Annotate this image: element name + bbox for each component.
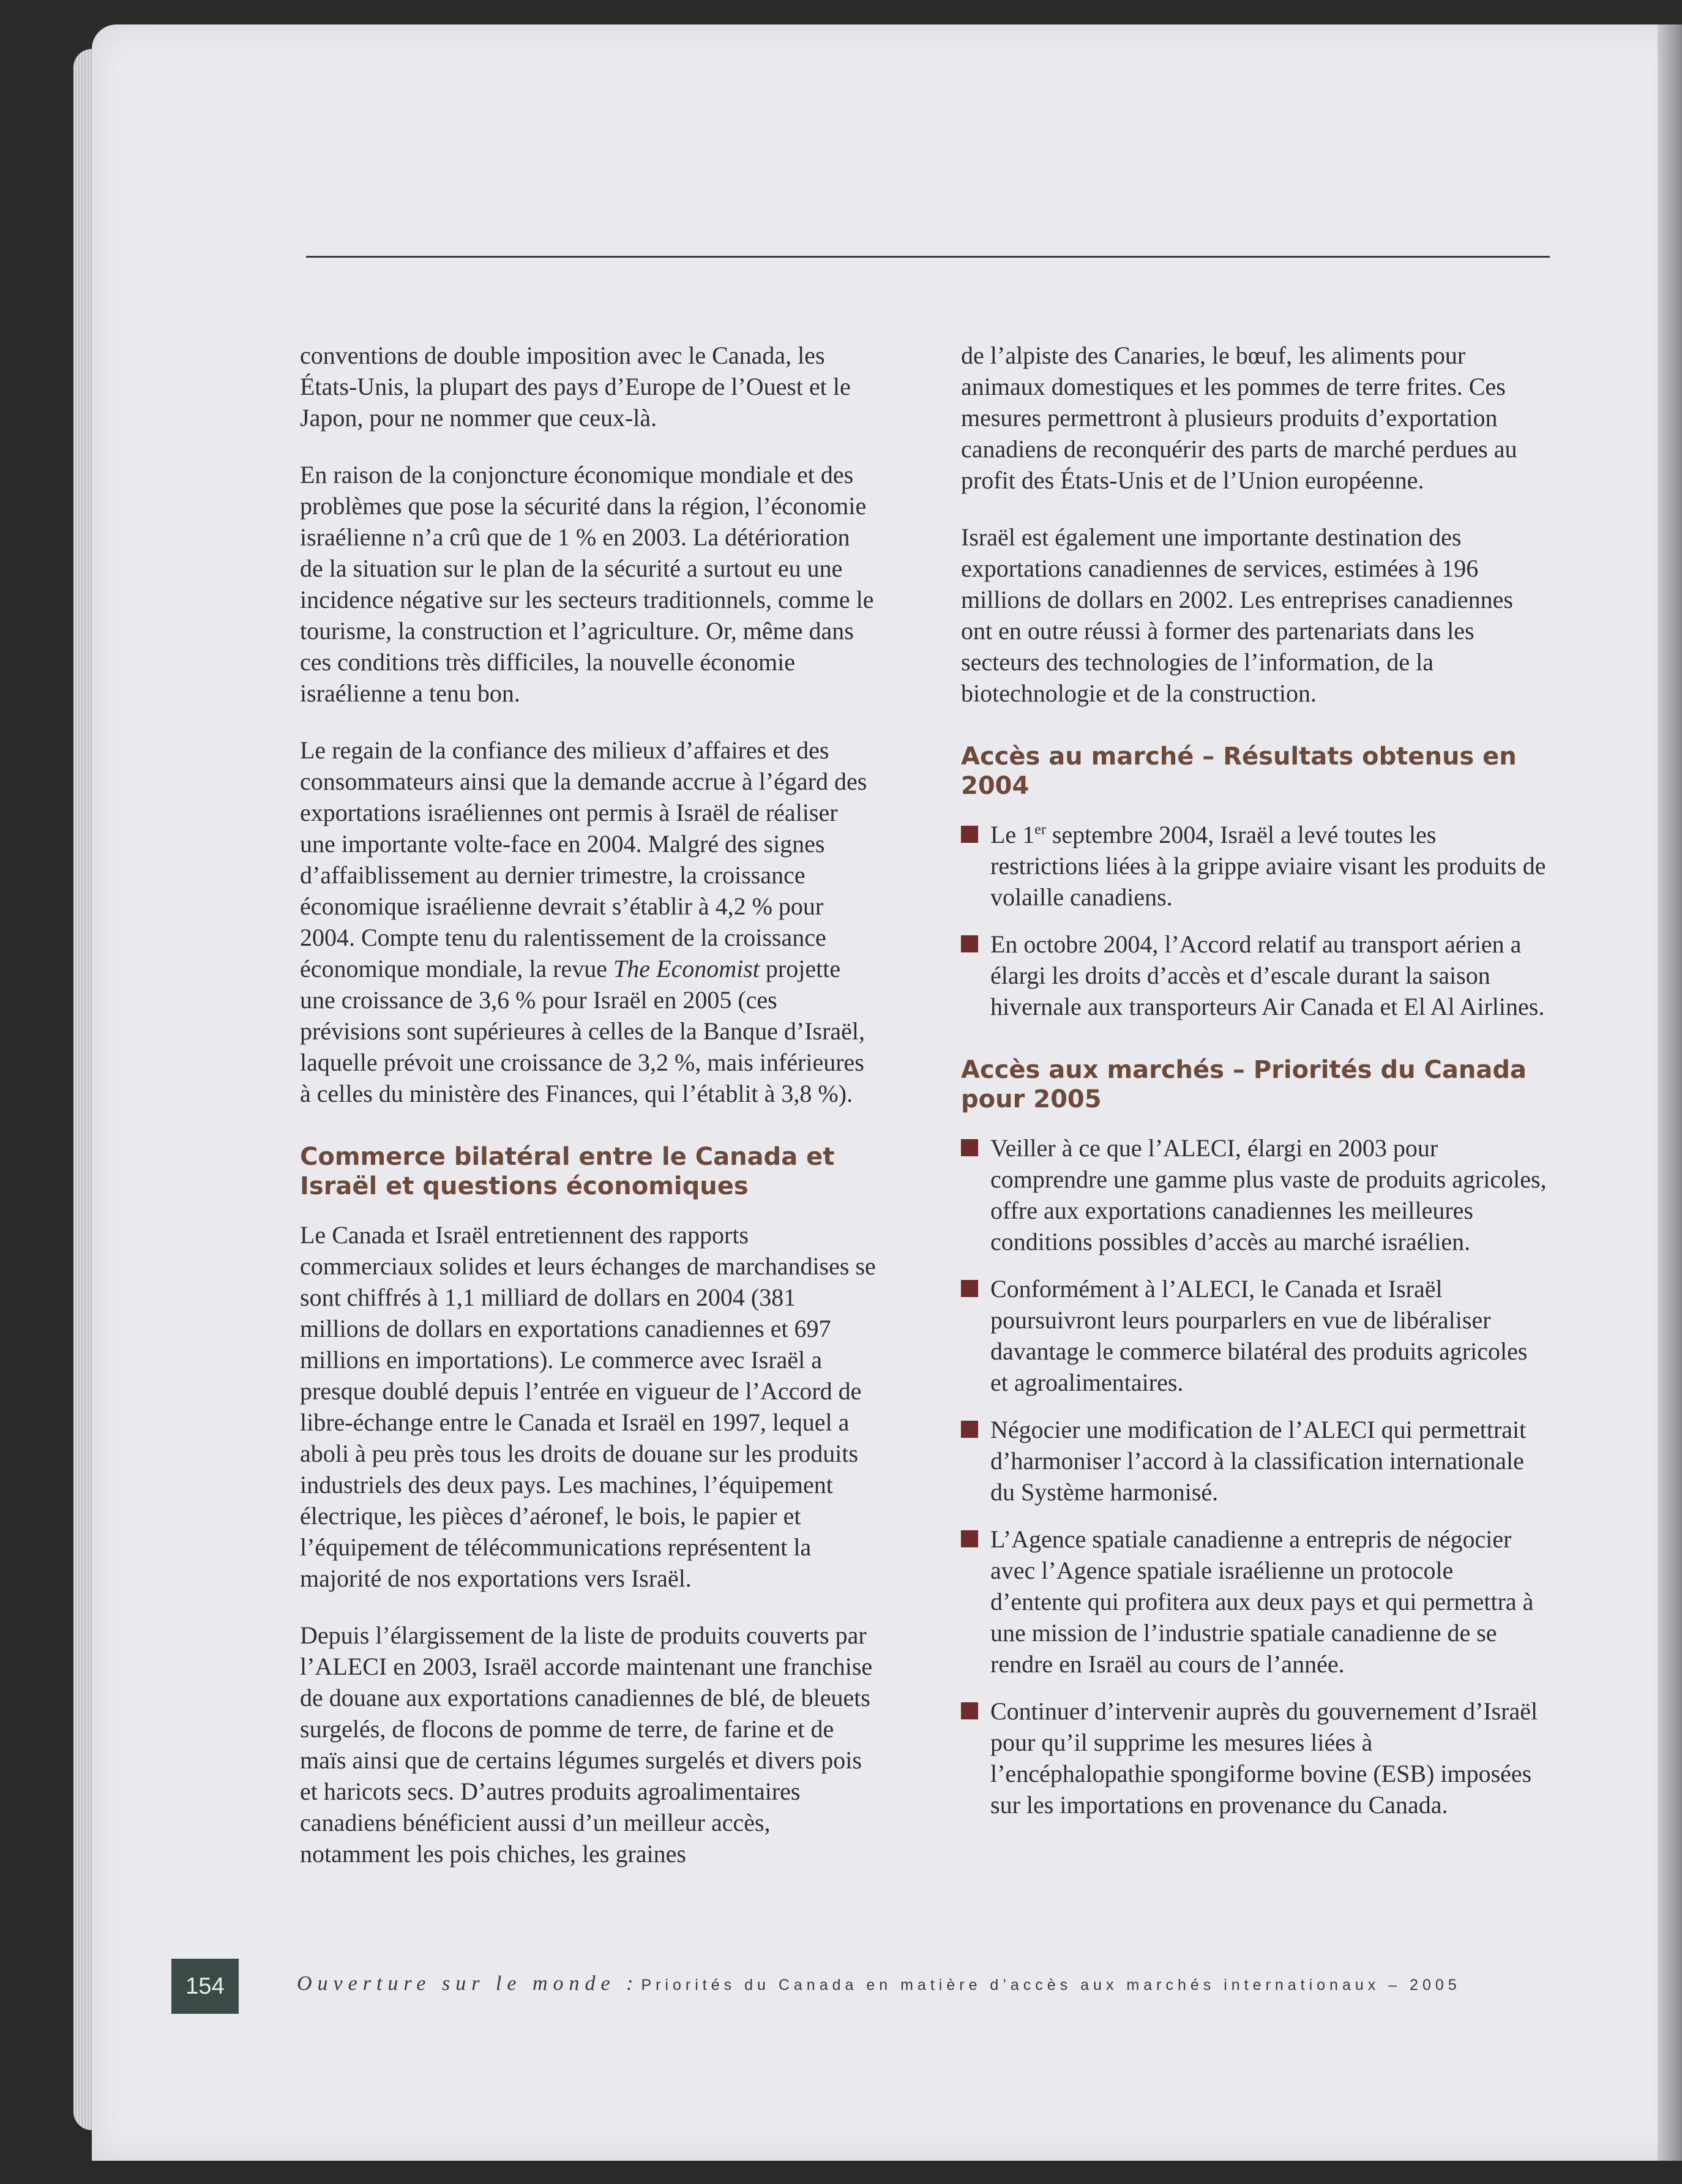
footer-running-title	[297, 1972, 1461, 1995]
list-item-text: Négocier une modification de l’ALECI qui permettrait d’harmoniser l’accord à la classification internationale du Système harmonisé.	[990, 1416, 1527, 1506]
section-heading-results-2004: Accès au marché – Résultats obtenus en 2004	[961, 742, 1517, 800]
paragraph: Le Canada et Israël entretiennent des rapports commerciaux solides et leurs échanges de marchandises se sont chiffrés à 1,1 milliard de dollars en 2004 (381 millions de dollars en exportations canadiennes et 697 millions en importations). Le commerce avec Israël a presque doublé depuis l’entrée en vigueur de l’Accord de libre-échange entre le Canada et Israël en 1997, lequel a aboli à peu près tous les droits de douane sur les produits industriels des deux pays. Les machines, l’équipement électrique, les pièces d’aéronef, le bois, le papier et l’équipement de télécommunications représentent la majorité de nos exportations vers Israël.	[300, 1221, 876, 1592]
left-column	[300, 340, 879, 1895]
page-footer	[171, 1959, 1640, 2014]
paragraph: conventions de double imposition avec le Canada, les États-Unis, la plupart des pays d’Europe de l’Ouest et le Japon, pour ne nommer que ceux-là.	[300, 342, 851, 432]
list-item-text: Continuer d’intervenir auprès du gouvernement d’Israël pour qu’il supprime les mesures liées à l’encéphalopathie spongiforme bovine (ESB) imposées sur les importations en provenance du Canada.	[990, 1697, 1538, 1819]
list-item-text-part: Le 1	[990, 821, 1035, 848]
list-item-text: En octobre 2004, l’Accord relatif au transport aérien a élargi les droits d’accès et d’escale durant la saison hivernale aux transporteurs Air Canada et El Al Airlines.	[990, 930, 1545, 1020]
list-item	[961, 1273, 1549, 1398]
square-bullet-icon	[961, 1139, 978, 1156]
paragraph: de l’alpiste des Canaries, le bœuf, les aliments pour animaux domestiques et les pommes de terre frites. Ces mesures permettront à plusieurs produits d’exportation canadiens de reconquérir des parts de marché perdues au profit des États-Unis et de l’Union européenne.	[961, 342, 1517, 494]
list-item-text	[990, 819, 1549, 913]
square-bullet-icon	[961, 1280, 978, 1297]
list-item-text: Conformément à l’ALECI, le Canada et Israël poursuivront leurs pourparlers en vue de libéraliser davantage le commerce bilatéral des produits agricoles et agroalimentaires.	[990, 1275, 1528, 1396]
list-item	[961, 1524, 1549, 1680]
priorities-list	[961, 1132, 1549, 1820]
list-item	[961, 1696, 1549, 1820]
publication-title: The Economist	[613, 955, 760, 982]
paragraph: Depuis l’élargissement de la liste de produits couverts par l’ALECI en 2003, Israël accorde maintenant une franchise de douane aux exportations canadiennes de blé, de bleuets surgelés, de flocons de pomme de terre, de farine et de maïs ainsi que de certains légumes surgelés et divers pois et haricots secs. D’autres produits agroalimentaires canadiens bénéficient aussi d’un meilleur accès, notamment les pois chiches, les graines	[300, 1621, 873, 1868]
book-spine-shadow	[1658, 24, 1682, 2161]
paragraph-text: projette une croissance de 3,6 % pour Israël en 2005 (ces prévisions sont supérieures à celles de la Banque d’Israël, laquelle prévoit une croissance de 3,2 %, mais inférieures à celles du ministère des Finances, qui l’établit à 3,8 %).	[300, 955, 865, 1107]
square-bullet-icon	[961, 935, 978, 952]
paragraph: Israël est également une importante destination des exportations canadiennes de services, estimées à 196 millions de dollars en 2002. Les entreprises canadiennes ont en outre réussi à former des partenariats dans les secteurs des technologies de l’information, de la biotechnologie et de la construction.	[961, 523, 1513, 707]
section-heading-priorities-2005: Accès aux marchés – Priorités du Canada pour 2005	[961, 1056, 1527, 1113]
right-column	[961, 340, 1549, 1836]
section-heading-bilateral-trade: Commerce bilatéral entre le Canada et Israël et questions économiques	[300, 1143, 835, 1200]
paragraph-text: Le regain de la confiance des milieux d’affaires et des consommateurs ainsi que la demande accrue à l’égard des exportations israéliennes ont permis à Israël de réaliser une importante volte-face en 2004. Malgré des signes d’affaiblissement au dernier trimestre, la croissance économique israélienne devrait s’établir à 4,2 % pour 2004. Compte tenu du ralentissement de la croissance économique mondiale, la revue	[300, 736, 867, 982]
list-item-text: Veiller à ce que l’ALECI, élargi en 2003 pour comprendre une gamme plus vaste de produits agricoles, offre aux exportations canadiennes les meilleures conditions possibles d’accès au marché israélien.	[990, 1134, 1547, 1255]
list-item	[961, 929, 1549, 1022]
ordinal-superscript: er	[1034, 821, 1046, 838]
list-item-text: L’Agence spatiale canadienne a entrepris de négocier avec l’Agence spatiale israélienne un protocole d’entente qui profitera aux deux pays et qui permettra à une mission de l’industrie spatiale canadienne de se rendre en Israël au cours de l’année.	[990, 1525, 1534, 1678]
results-list	[961, 819, 1549, 1022]
list-item	[961, 1132, 1549, 1257]
list-item	[961, 819, 1549, 913]
header-rule	[306, 256, 1550, 258]
square-bullet-icon	[961, 826, 978, 843]
square-bullet-icon	[961, 1702, 978, 1719]
publication-subtitle: Priorités du Canada en matière d’accès aux marchés internationaux – 2005	[641, 1976, 1461, 1994]
square-bullet-icon	[961, 1530, 978, 1547]
page-number: 154	[171, 1959, 239, 2014]
publication-title: Ouverture sur le monde :	[297, 1972, 639, 1995]
list-item	[961, 1414, 1549, 1508]
square-bullet-icon	[961, 1421, 978, 1438]
paragraph: En raison de la conjoncture économique mondiale et des problèmes que pose la sécurité dans la région, l’économie israélienne n’a crû que de 1 % en 2003. La détérioration de la situation sur le plan de la sécurité a surtout eu une incidence négative sur les secteurs traditionnels, comme le tourisme, la construction et l’agriculture. Or, même dans ces conditions très difficiles, la nouvelle économie israélienne a tenu bon.	[300, 461, 874, 707]
paragraph	[300, 735, 879, 1109]
list-item-text-part: septembre 2004, Israël a levé toutes les restrictions liées à la grippe aviaire visant les produits de volaille canadiens.	[990, 821, 1546, 911]
